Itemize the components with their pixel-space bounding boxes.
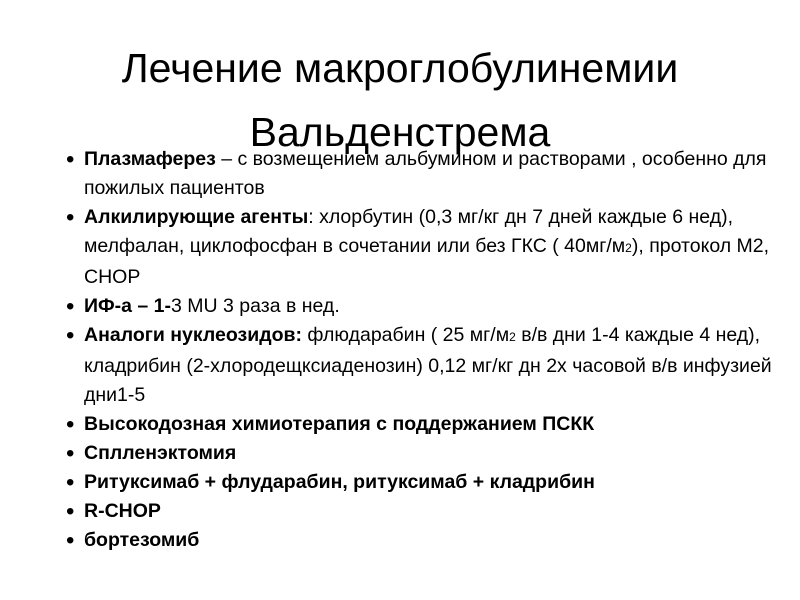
bullet-plasmapheresis — [66, 145, 782, 203]
bullet-bortezomib — [66, 526, 782, 555]
bullet-rituximab-combos — [66, 468, 782, 497]
bullet-dot: • — [66, 527, 75, 554]
subscript: 2 — [509, 330, 516, 344]
bullet-dot: • — [66, 411, 75, 438]
bullet-dot: • — [66, 322, 75, 349]
bullet-r-chop — [66, 497, 782, 526]
bullet-text: ), протокол М2, СНОР — [84, 235, 770, 288]
bullet-bold-text: R-CHOP — [84, 500, 161, 522]
bullet-text: : хлорбутин (0,3 мг/кг дн 7 дней каждые 6 нед), мелфалан, циклофосфан в сочетании или без ГКС ( 40мг/м — [84, 206, 734, 257]
slide-title-line-2: Вальденстрема — [249, 109, 551, 155]
bullet-dot: • — [66, 498, 75, 525]
bullet-high-dose-chemo — [66, 410, 782, 439]
bullet-alkylating-agents — [66, 203, 782, 292]
bullet-bold-text: Высокодозная химиотерапия с поддержанием ПСКК — [84, 413, 595, 435]
bullet-bold-text: Аналоги нуклеозидов: — [84, 324, 302, 346]
bullet-text: в/в дни 1-4 каждые 4 нед), кладрибин (2-хлородещксиаденозин) 0,12 мг/кг дн 2х часовой в/в инфузией дни1-5 — [84, 324, 772, 406]
bullet-text: флюдарабин ( 25 мг/м — [301, 324, 510, 346]
bullet-dot: • — [66, 293, 75, 320]
bullet-dot: • — [66, 146, 75, 173]
bullet-dot: • — [66, 204, 75, 231]
bullet-nucleoside-analogs — [66, 321, 782, 410]
bullet-bold-text: Алкилирующие агенты — [84, 206, 309, 228]
bullet-list — [66, 145, 782, 555]
bullet-text: – с возмещением альбумином и растворами , особенно для пожилых пациентов — [84, 148, 767, 199]
bullet-bold-text: Плазмаферез — [84, 148, 216, 170]
slide-title-line-1: Лечение макроглобулинемии — [121, 45, 679, 91]
bullet-bold-text: Ритуксимаб + флударабин, ритуксимаб + кладрибин — [84, 471, 595, 493]
bullet-dot: • — [66, 440, 75, 467]
bullet-interferon — [66, 292, 782, 321]
bullet-bold-text: Сплленэктомия — [84, 442, 237, 464]
bullet-bold-text: бортезомиб — [84, 529, 200, 551]
bullet-dot: • — [66, 469, 75, 496]
bullet-splenectomy — [66, 439, 782, 468]
subscript: 2 — [625, 241, 632, 255]
bullet-bold-text: ИФ-а – 1- — [84, 295, 172, 317]
bullet-text: 3 MU 3 раза в нед. — [171, 295, 340, 317]
